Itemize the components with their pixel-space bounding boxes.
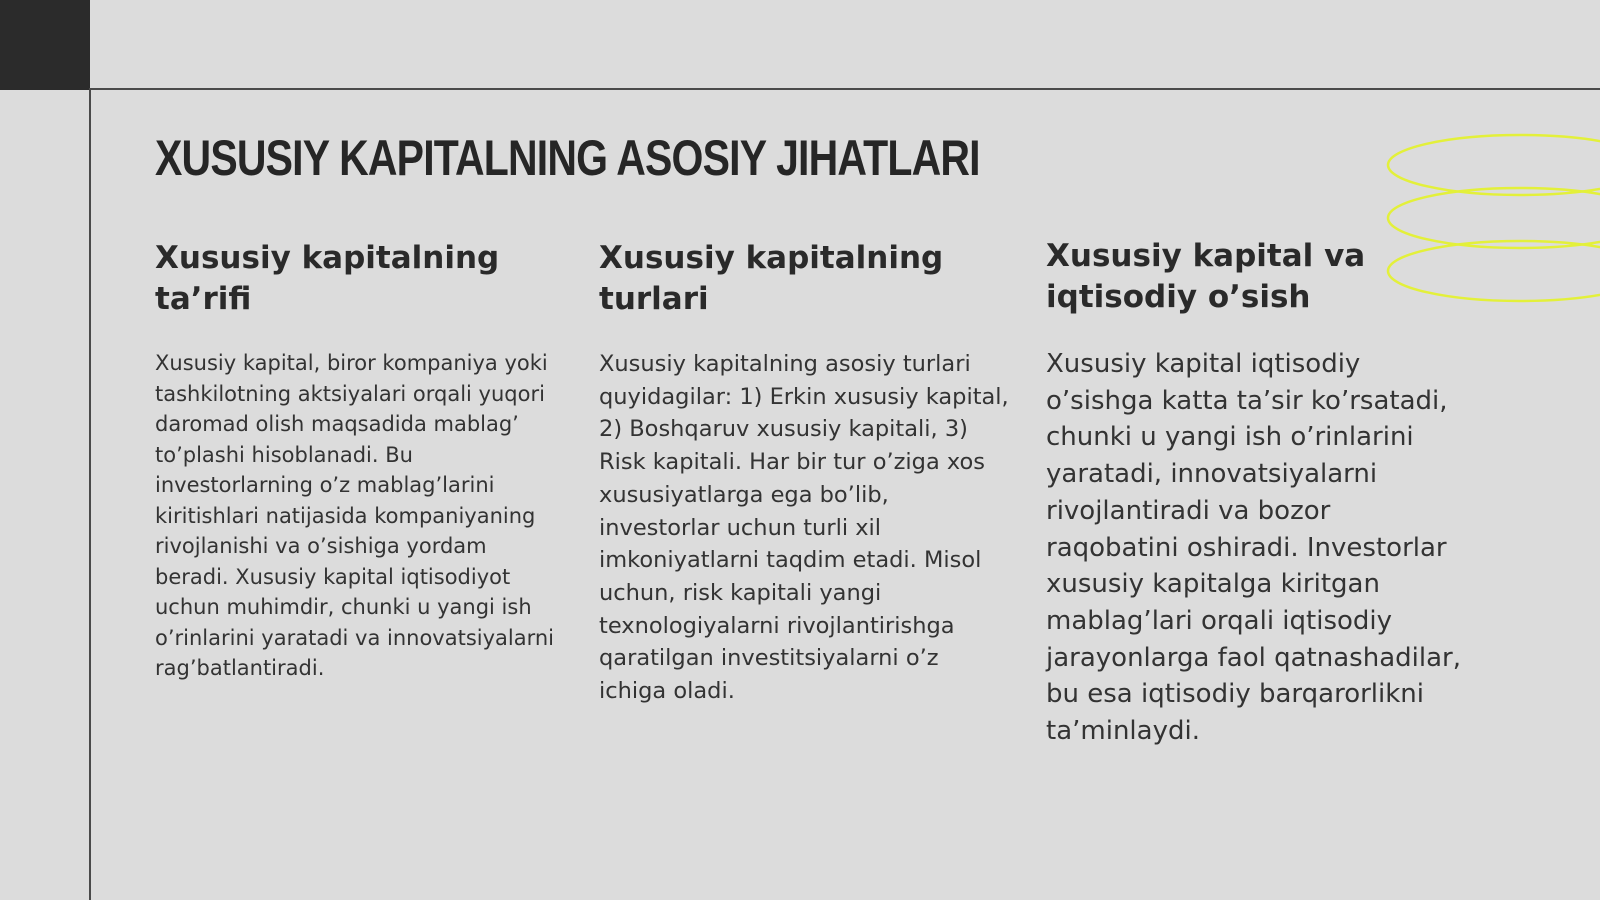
corner-block — [0, 0, 90, 90]
column-heading: Xususiy kapitalning ta’rifi — [155, 240, 500, 317]
column-body: Xususiy kapital, biror kompaniya yoki tashkilotning aktsiyalari orqali yuqori daromad olish maqsadida mablag’ to’plashi hisoblanadi. Bu investorlarning o’z mablag’larini kiritishlari natijasida kompaniyaning rivojlanishi va o’sishiga yordam beradi. Xususiy kapital iqtisodiyot uchun muhimdir, chunki u yangi ish o’rinlarini yaratadi va innovatsiyalarni rag’batlantiradi. — [155, 351, 555, 680]
column-body: Xususiy kapital iqtisodiy o’sishga katta ta’sir ko’rsatadi, chunki u yangi ish o’rinlarini yaratadi, innovatsiyalarni rivojlantiradi va bozor raqobatini oshiradi. Investorlar xususiy kapitalga kiritgan mablag’lari orqali iqtisodiy jarayonlarga faol qatnashadilar, bu esa iqtisodiy barqarorlikni ta’minlaydi. — [1046, 349, 1461, 747]
left-divider — [89, 88, 91, 900]
column-heading: Xususiy kapital va iqtisodiy o’sish — [1046, 238, 1366, 315]
top-divider — [90, 88, 1600, 90]
column-body: Xususiy kapitalning asosiy turlari quyidagilar: 1) Erkin xususiy kapital, 2) Boshqaruv xususiy kapitali, 3) Risk kapitali. Har bir tur o’ziga xos xususiyatlarga ega bo’lib, investorlar uchun turli xil imkoniyatlarni taqdim etadi. Misol uchun, risk kapitali yangi texnologiyalarni rivojlantirishga qaratilgan investitsiyalarni o’z ichiga oladi. — [599, 351, 1009, 705]
decorative-ellipse — [1388, 135, 1600, 195]
column-growth — [1046, 236, 1466, 750]
column-definition — [155, 238, 555, 684]
column-types — [599, 238, 1009, 708]
page-title: XUSUSIY KAPITALNING ASOSIY JIHATLARI — [155, 130, 980, 186]
column-heading: Xususiy kapitalning turlari — [599, 240, 944, 317]
